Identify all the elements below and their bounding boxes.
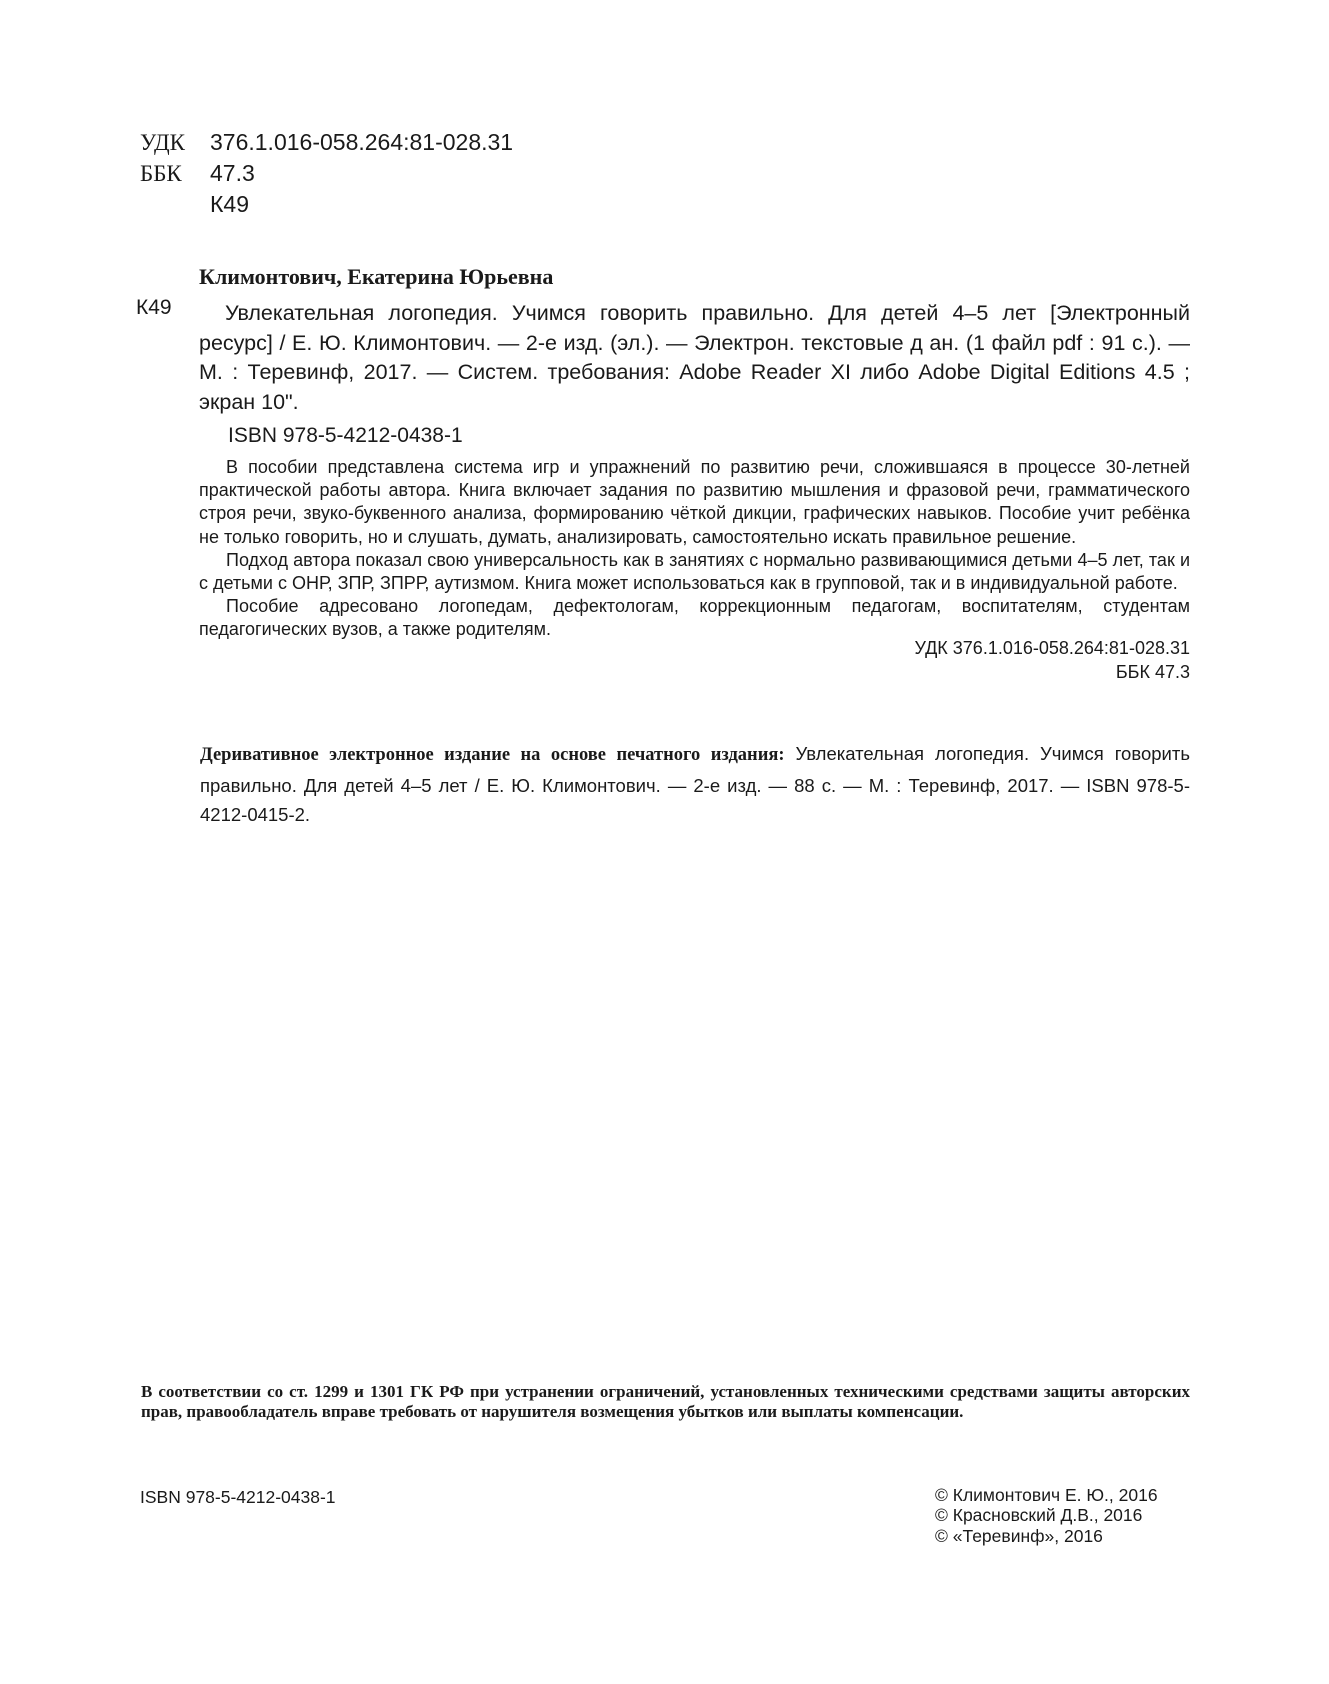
margin-author-sign: К49 (136, 296, 172, 319)
card-author-heading: Климонтович, Екатерина Юрьевна (199, 264, 554, 289)
bbk-value: 47.3 (210, 160, 255, 186)
annotation-paragraph-3: Пособие адресовано логопедам, дефектологам, коррекционным педагогам, воспитателям, студентам педагогических вузов, а также родителям. (199, 596, 1190, 640)
derivative-edition-paragraph (200, 739, 1190, 830)
derivative-edition-text: Увлекательная логопедия. Учимся говорить правильно. Для детей 4–5 лет / Е. Ю. Климонтович. — 2-е изд. — 88 с. — М. : Теревинф, 2017. — ISBN 978-5-4212-0415-2. (200, 743, 1190, 825)
udk-row (140, 127, 513, 158)
annotation-block (199, 456, 1190, 642)
copyright-line-author: © Климонтович Е. Ю., 2016 (935, 1485, 1158, 1505)
copyright-block (935, 1485, 1158, 1546)
footer-isbn: ISBN 978-5-4212-0438-1 (140, 1487, 336, 1507)
udk-right: УДК 376.1.016-058.264:81-028.31 (914, 638, 1190, 658)
copyright-line-illustrator: © Красновский Д.В., 2016 (935, 1505, 1143, 1526)
card-bibliographic-description: Увлекательная логопедия. Учимся говорить правильно. Для детей 4–5 лет [Электронный ресурс] / Е. Ю. Климонтович. — 2-е изд. (эл.). — Электрон. текстовые д ан. (1 файл pdf : 91 с.). — М. : Теревинф, 2017. — Систем. требования: Adobe Reader XI либо Adobe Digital Editions 4.5 ; экран 10". (199, 301, 1190, 414)
author-sign-row (140, 189, 513, 220)
annotation-paragraph-1: В пособии представлена система игр и упражнений по развитию речи, сложившаяся в процессе 30-летней практической работы автора. Книга включает задания по развитию мышления и фразовой речи, грамматического строя речи, звуко-буквенного анализа, формированию чёткой дикции, графических навыков. Пособие учит ребёнка не только говорить, но и слушать, думать, анализировать, самостоятельно искать правильное решение. (199, 457, 1190, 547)
author-sign-value: К49 (210, 191, 249, 217)
classification-block (140, 127, 513, 220)
annotation-paragraph-2: Подход автора показал свою универсальность как в занятиях с нормально развивающимися детьми 4–5 лет, так и с детьми с ОНР, ЗПР, ЗПРР, аутизмом. Книга может использоваться как в групповой, так и в индивидуальной работе. (199, 549, 1190, 594)
udk-label: УДК (140, 130, 185, 155)
bbk-right: ББК 47.3 (1115, 661, 1190, 682)
classification-right-block (199, 637, 1190, 684)
bbk-row (140, 158, 513, 189)
udk-value: 376.1.016-058.264:81-028.31 (210, 129, 514, 155)
card-isbn: ISBN 978-5-4212-0438-1 (228, 424, 463, 447)
bbk-label: ББК (140, 161, 182, 186)
derivative-edition-lead: Деривативное электронное издание на основе печатного издания: (200, 745, 785, 765)
copyright-line-publisher: © «Теревинф», 2016 (935, 1525, 1103, 1546)
author-sign-spacer (140, 189, 210, 220)
legal-notice: В соответствии со ст. 1299 и 1301 ГК РФ при устранении ограничений, установленных техническими средствами защиты авторских прав, правообладатель вправе требовать от нарушителя возмещения убытков или выплаты компенсации. (141, 1382, 1190, 1421)
